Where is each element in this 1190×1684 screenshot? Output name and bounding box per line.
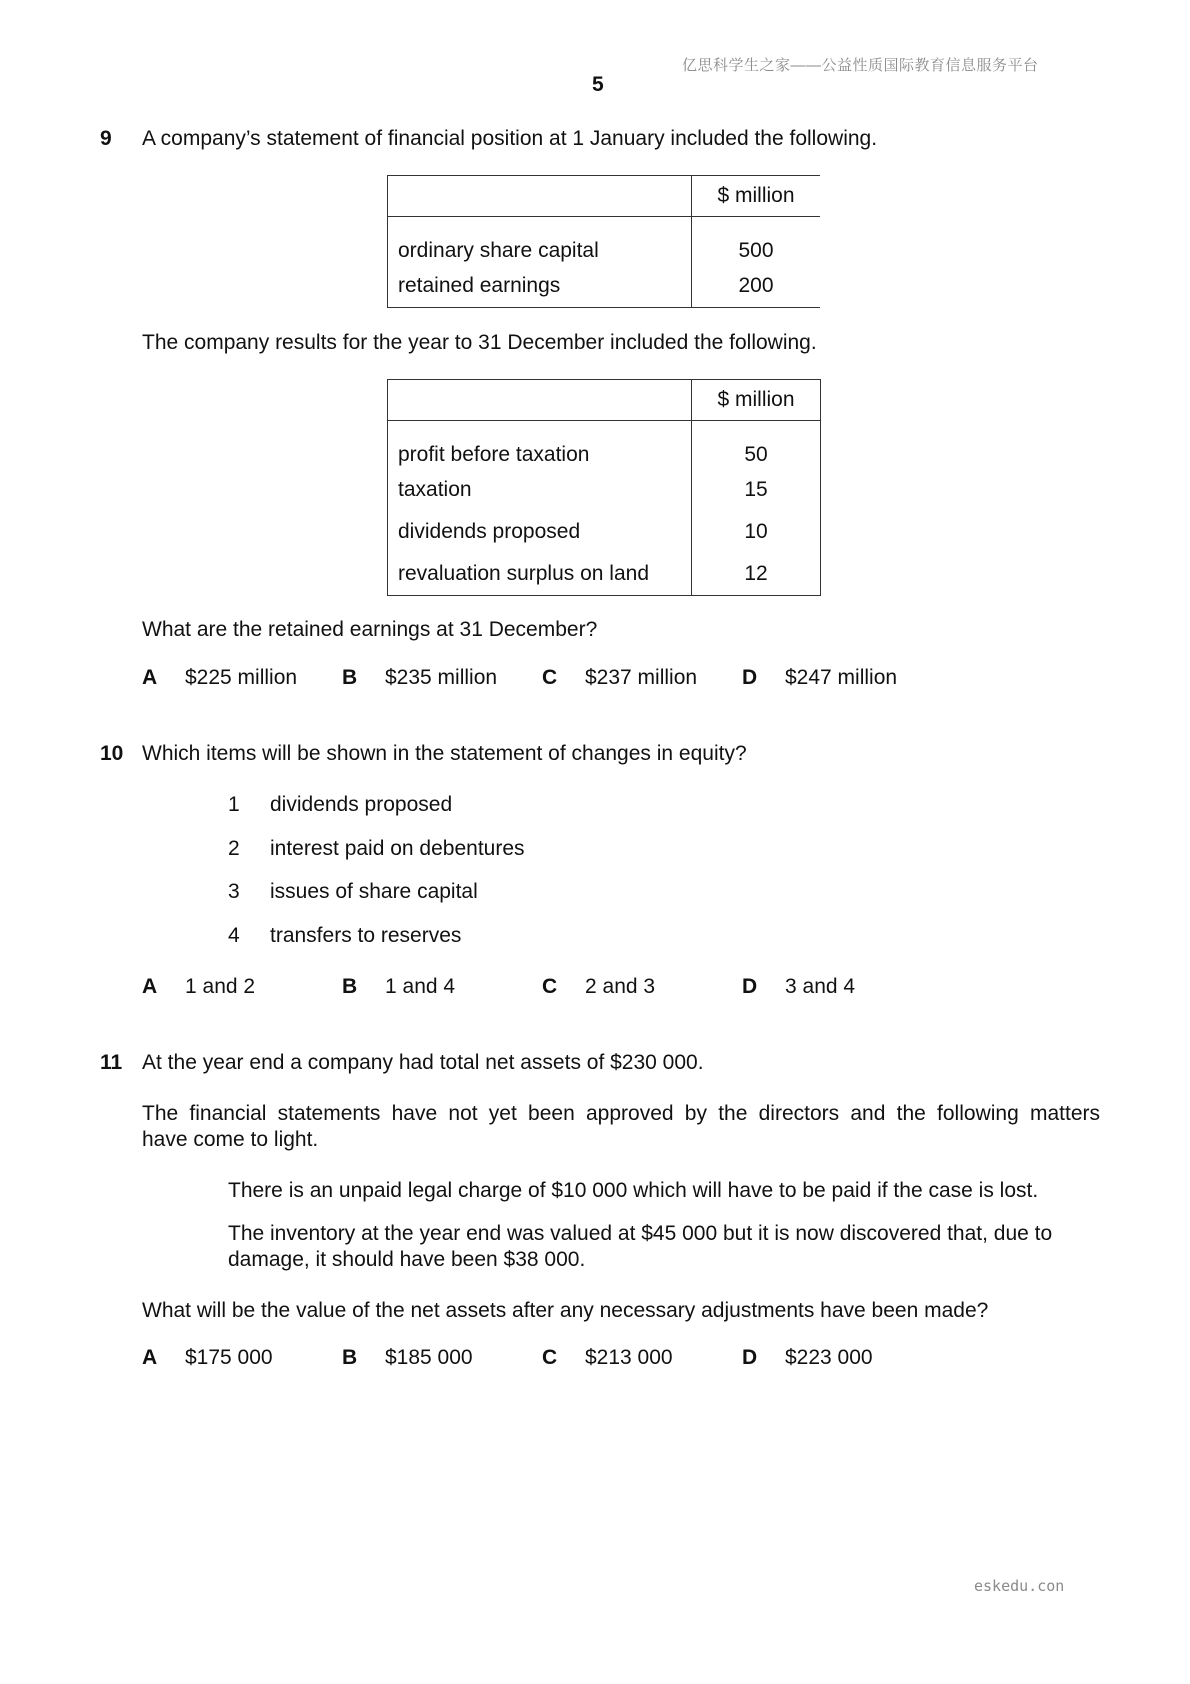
question-number: 11 (100, 1051, 123, 1074)
watermark-header: 亿思科学生之家——公益性质国际教育信息服务平台 (682, 57, 1039, 74)
row-label: profit before taxation (388, 421, 692, 470)
matter-point: There is an unpaid legal charge of $10 000 which will have to be paid if the case is lost. (228, 1179, 1039, 1202)
matter-point: damage, it should have been $38 000. (228, 1248, 586, 1271)
option-letter-c[interactable]: C (542, 975, 558, 998)
row-label: taxation (388, 469, 692, 511)
option-letter-a[interactable]: A (142, 975, 158, 998)
table-row (388, 469, 821, 511)
option-letter-c[interactable]: C (542, 1346, 558, 1369)
option-text-d[interactable]: 3 and 4 (785, 975, 856, 998)
option-letter-a[interactable]: A (142, 666, 158, 689)
option-letter-c[interactable]: C (542, 666, 558, 689)
question-prompt: What are the retained earnings at 31 December? (142, 618, 598, 641)
list-item-number: 1 (228, 793, 240, 816)
option-letter-d[interactable]: D (742, 975, 758, 998)
row-value: 10 (744, 520, 768, 543)
financial-position-table (387, 175, 820, 308)
question-paragraph: have come to light. (142, 1128, 319, 1151)
table-header: $ million (692, 380, 821, 421)
option-text-d[interactable]: $223 000 (785, 1346, 873, 1369)
option-text-d[interactable]: $247 million (785, 666, 898, 689)
option-text-b[interactable]: 1 and 4 (385, 975, 456, 998)
question-prompt: What will be the value of the net assets after any necessary adjustments have been made? (142, 1299, 989, 1322)
option-letter-d[interactable]: D (742, 666, 758, 689)
option-letter-a[interactable]: A (142, 1346, 158, 1369)
option-text-a[interactable]: $225 million (185, 666, 298, 689)
option-text-b[interactable]: $235 million (385, 666, 498, 689)
row-label: retained earnings (388, 265, 692, 308)
table-header: $ million (692, 176, 821, 217)
watermark-footer: eskedu.con (974, 1577, 1065, 1595)
option-letter-b[interactable]: B (342, 1346, 358, 1369)
list-item-number: 2 (228, 837, 240, 860)
option-text-c[interactable]: 2 and 3 (585, 975, 656, 998)
list-item-number: 3 (228, 880, 240, 903)
list-item: issues of share capital (270, 880, 478, 903)
list-item: interest paid on debentures (270, 837, 525, 860)
row-label: ordinary share capital (388, 217, 692, 266)
matter-point: The inventory at the year end was valued at $45 000 but it is now discovered that, due to (228, 1222, 1053, 1245)
row-value: 200 (738, 274, 774, 297)
option-text-c[interactable]: $237 million (585, 666, 698, 689)
option-letter-b[interactable]: B (342, 666, 358, 689)
question-number: 9 (100, 127, 112, 150)
question-mid-text: The company results for the year to 31 December included the following. (142, 331, 817, 354)
option-text-b[interactable]: $185 000 (385, 1346, 473, 1369)
option-text-c[interactable]: $213 000 (585, 1346, 673, 1369)
question-number: 10 (100, 742, 124, 765)
option-letter-b[interactable]: B (342, 975, 358, 998)
row-value: 500 (738, 239, 774, 262)
row-value: 12 (744, 562, 768, 585)
table-row (388, 511, 821, 553)
list-item: transfers to reserves (270, 924, 462, 947)
row-label: revaluation surplus on land (388, 553, 692, 596)
question-intro: At the year end a company had total net assets of $230 000. (142, 1051, 704, 1074)
row-value: 15 (744, 478, 768, 501)
option-text-a[interactable]: $175 000 (185, 1346, 273, 1369)
question-intro: A company’s statement of financial position at 1 January included the following. (142, 127, 878, 150)
list-item-number: 4 (228, 924, 240, 947)
table-row (388, 553, 821, 596)
option-text-a[interactable]: 1 and 2 (185, 975, 256, 998)
list-item: dividends proposed (270, 793, 453, 816)
company-results-table (387, 379, 821, 596)
table-row (388, 421, 821, 470)
row-label: dividends proposed (388, 511, 692, 553)
table-row (388, 265, 821, 308)
page-number: 5 (592, 73, 604, 96)
row-value: 50 (744, 443, 768, 466)
question-prompt: Which items will be shown in the statement of changes in equity? (142, 742, 747, 765)
table-row (388, 217, 821, 266)
question-paragraph: The financial statements have not yet been approved by the directors and the following matters (142, 1102, 1100, 1125)
option-letter-d[interactable]: D (742, 1346, 758, 1369)
